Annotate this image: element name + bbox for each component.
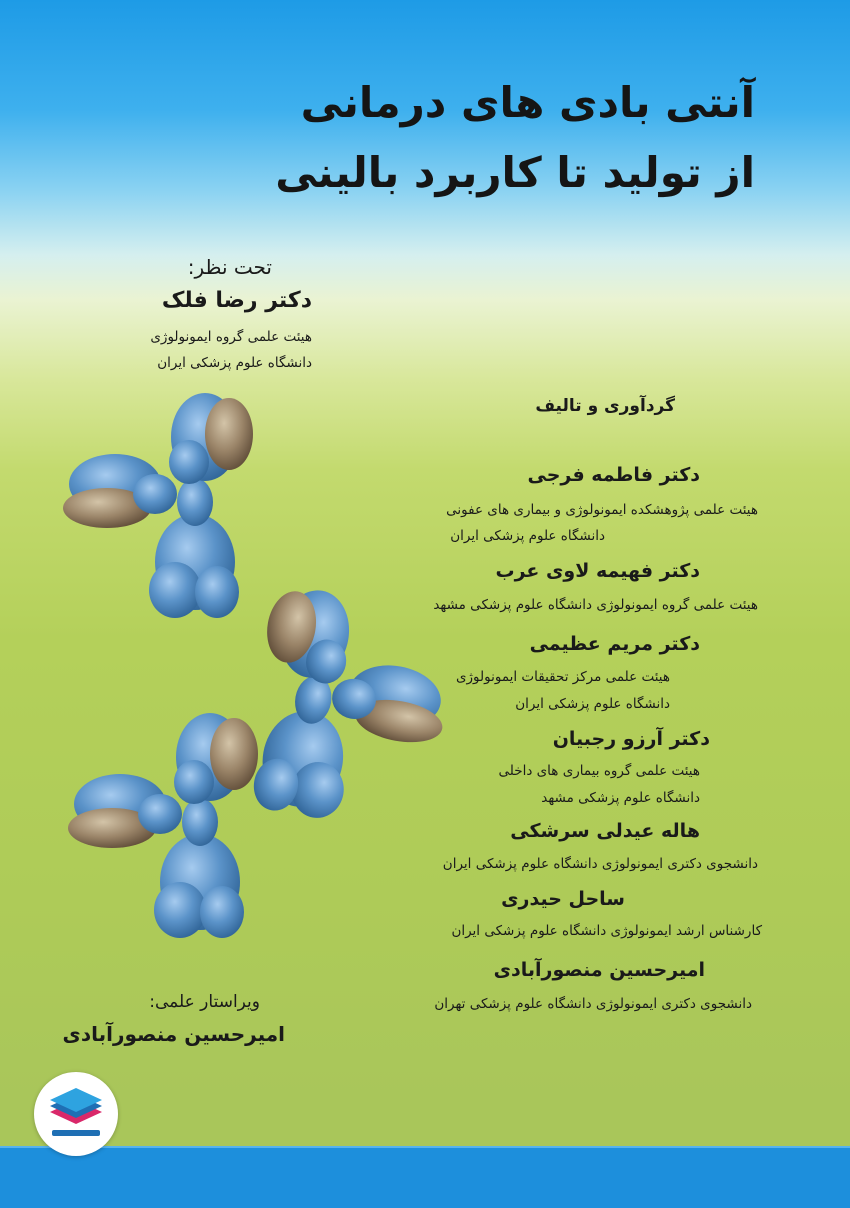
author-affiliation: هیئت علمی گروه ایمونولوژی دانشگاه علوم پزشکی مشهد	[433, 597, 758, 613]
supervisor-affiliation-1: هیئت علمی گروه ایمونولوژی	[150, 329, 312, 345]
publisher-logo	[34, 1072, 118, 1156]
supervisor-heading: تحت نظر:	[187, 255, 272, 279]
book-title-line1: آنتی بادی های درمانی	[300, 78, 755, 127]
author-affiliation: دانشجوی دکتری ایمونولوژی دانشگاه علوم پزشکی ایران	[442, 856, 758, 872]
author-affiliation: هیئت علمی مرکز تحقیقات ایمونولوژی	[455, 669, 670, 685]
authors-heading: گردآوری و تالیف	[535, 396, 675, 416]
author-affiliation: دانشگاه علوم پزشکی مشهد	[541, 790, 700, 806]
editor-name: امیرحسین منصورآبادی	[62, 1022, 285, 1046]
bottom-bar	[0, 1148, 850, 1208]
author-name: هاله عیدلی سرشکی	[510, 820, 700, 842]
author-affiliation: دانشگاه علوم پزشکی ایران	[515, 696, 670, 712]
author-name: دکتر فاطمه فرجی	[527, 464, 700, 486]
author-name: دکتر مریم عظیمی	[529, 633, 700, 655]
author-name: دکتر فهیمه لاوی عرب	[495, 560, 700, 582]
author-name: امیرحسین منصورآبادی	[493, 959, 705, 981]
author-name: دکتر آرزو رجبیان	[552, 728, 710, 750]
author-affiliation: کارشناس ارشد ایمونولوژی دانشگاه علوم پزشکی ایران	[451, 923, 762, 939]
book-title-line2: از تولید تا کاربرد بالینی	[275, 148, 755, 197]
author-affiliation: دانشگاه علوم پزشکی ایران	[450, 528, 605, 544]
author-affiliation: هیئت علمی گروه بیماری های داخلی	[498, 763, 700, 779]
author-affiliation: هیئت علمی پژوهشکده ایمونولوژی و بیماری های عفونی	[446, 502, 758, 518]
author-name: ساحل حیدری	[501, 888, 625, 910]
supervisor-name: دکتر رضا فلک	[161, 288, 312, 313]
supervisor-affiliation-2: دانشگاه علوم پزشکی ایران	[157, 355, 312, 371]
book-stack-icon	[34, 1072, 118, 1156]
author-affiliation: دانشجوی دکتری ایمونولوژی دانشگاه علوم پزشکی تهران	[434, 996, 752, 1012]
editor-heading: ویراستار علمی:	[149, 992, 260, 1012]
